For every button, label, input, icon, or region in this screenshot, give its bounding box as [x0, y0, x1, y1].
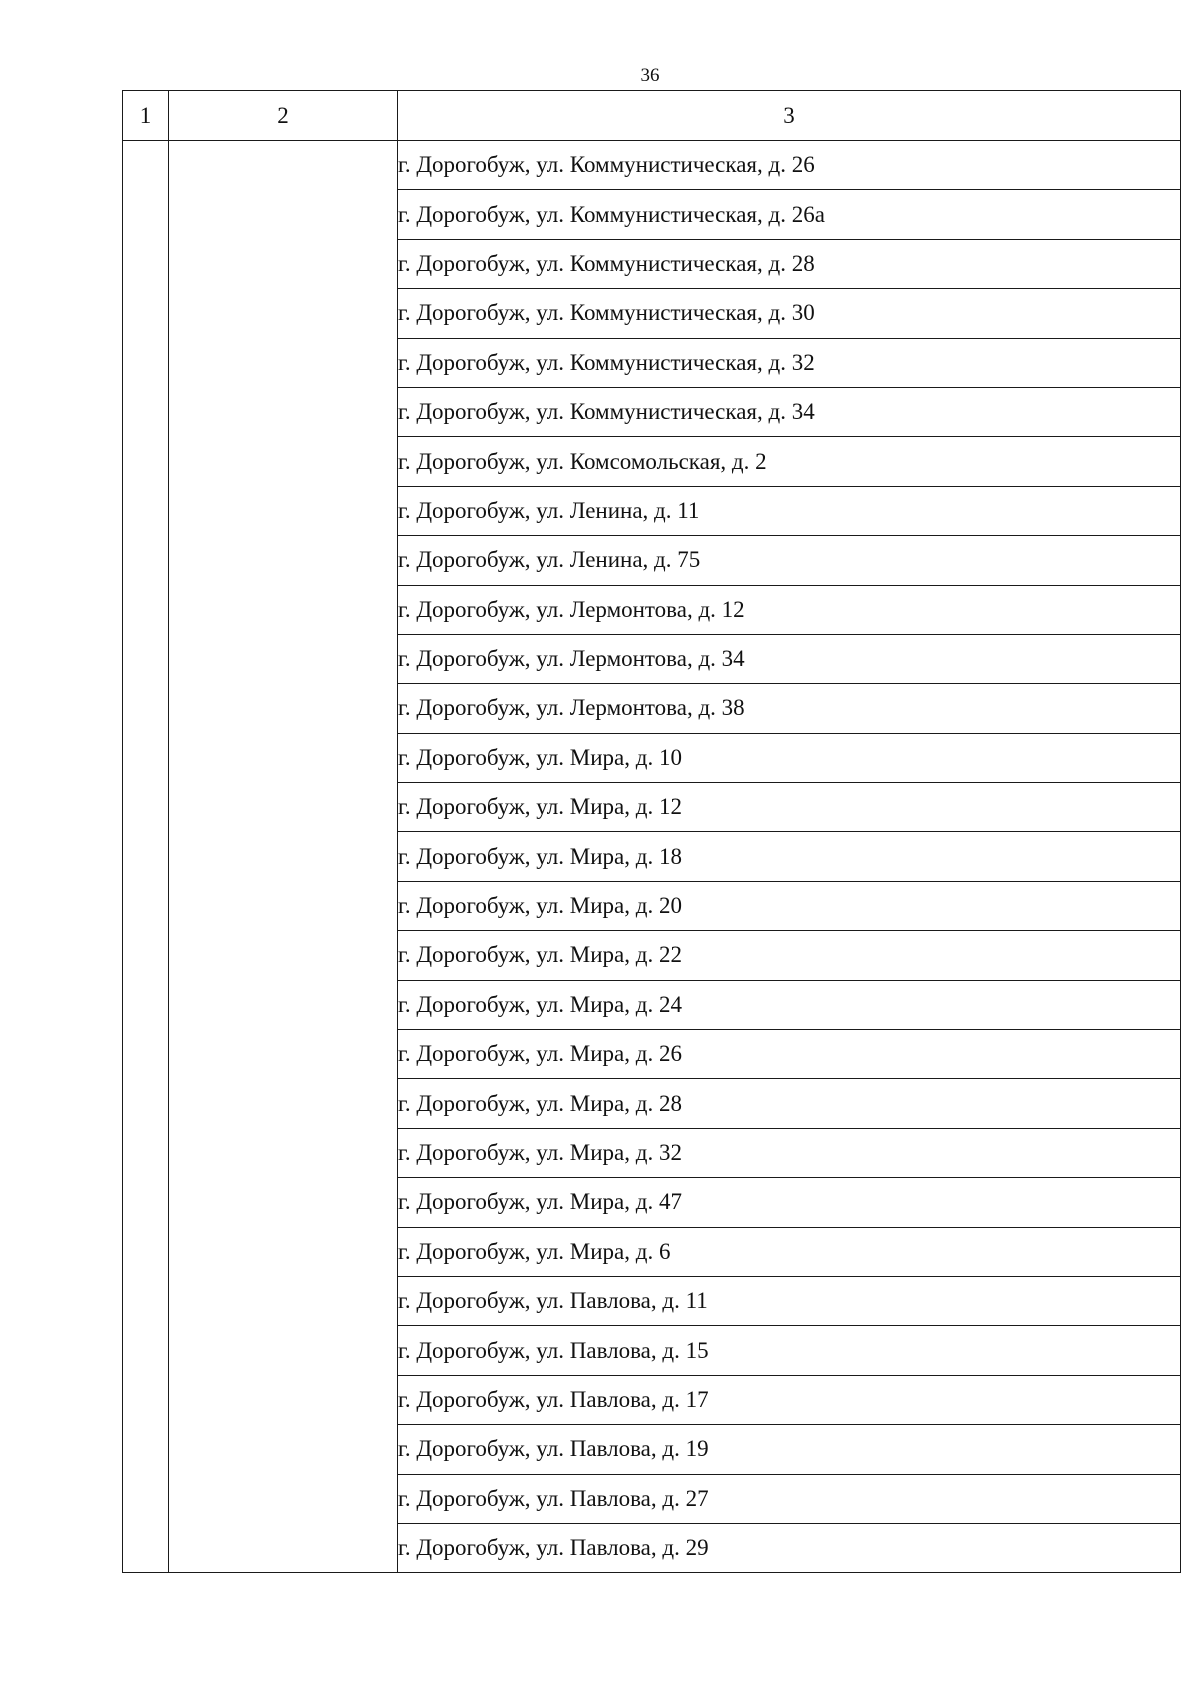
address-cell: г. Дорогобуж, ул. Ленина, д. 11 — [398, 486, 1181, 535]
address-cell: г. Дорогобуж, ул. Мира, д. 20 — [398, 881, 1181, 930]
address-cell: г. Дорогобуж, ул. Мира, д. 6 — [398, 1227, 1181, 1276]
address-cell: г. Дорогобуж, ул. Коммунистическая, д. 26а — [398, 190, 1181, 239]
address-cell: г. Дорогобуж, ул. Павлова, д. 15 — [398, 1326, 1181, 1375]
address-cell: г. Дорогобуж, ул. Мира, д. 28 — [398, 1079, 1181, 1128]
table-row — [123, 141, 1181, 190]
table-body — [123, 141, 1181, 1573]
address-cell: г. Дорогобуж, ул. Мира, д. 10 — [398, 733, 1181, 782]
address-cell: г. Дорогобуж, ул. Лермонтова, д. 34 — [398, 634, 1181, 683]
address-cell: г. Дорогобуж, ул. Лермонтова, д. 38 — [398, 684, 1181, 733]
address-cell: г. Дорогобуж, ул. Павлова, д. 29 — [398, 1523, 1181, 1572]
address-cell: г. Дорогобуж, ул. Мира, д. 26 — [398, 1030, 1181, 1079]
column-header-1: 1 — [123, 91, 169, 141]
address-cell: г. Дорогобуж, ул. Мира, д. 32 — [398, 1128, 1181, 1177]
address-cell: г. Дорогобуж, ул. Павлова, д. 11 — [398, 1276, 1181, 1325]
column-header-2: 2 — [169, 91, 398, 141]
column-2-cell — [169, 141, 398, 1573]
page-number: 36 — [640, 65, 660, 86]
address-cell: г. Дорогобуж, ул. Мира, д. 47 — [398, 1178, 1181, 1227]
address-cell: г. Дорогобуж, ул. Лермонтова, д. 12 — [398, 585, 1181, 634]
address-cell: г. Дорогобуж, ул. Коммунистическая, д. 34 — [398, 387, 1181, 436]
address-cell: г. Дорогобуж, ул. Коммунистическая, д. 30 — [398, 289, 1181, 338]
address-cell: г. Дорогобуж, ул. Мира, д. 18 — [398, 832, 1181, 881]
address-cell: г. Дорогобуж, ул. Комсомольская, д. 2 — [398, 437, 1181, 486]
address-cell: г. Дорогобуж, ул. Ленина, д. 75 — [398, 536, 1181, 585]
address-cell: г. Дорогобуж, ул. Мира, д. 22 — [398, 931, 1181, 980]
address-cell: г. Дорогобуж, ул. Коммунистическая, д. 28 — [398, 239, 1181, 288]
address-cell: г. Дорогобуж, ул. Павлова, д. 19 — [398, 1425, 1181, 1474]
address-cell: г. Дорогобуж, ул. Коммунистическая, д. 26 — [398, 141, 1181, 190]
column-1-cell — [123, 141, 169, 1573]
column-header-3: 3 — [398, 91, 1181, 141]
address-cell: г. Дорогобуж, ул. Коммунистическая, д. 32 — [398, 338, 1181, 387]
table-header-row — [123, 91, 1181, 141]
address-table — [122, 90, 1181, 1573]
address-cell: г. Дорогобуж, ул. Павлова, д. 27 — [398, 1474, 1181, 1523]
address-cell: г. Дорогобуж, ул. Мира, д. 12 — [398, 783, 1181, 832]
address-cell: г. Дорогобуж, ул. Павлова, д. 17 — [398, 1375, 1181, 1424]
address-cell: г. Дорогобуж, ул. Мира, д. 24 — [398, 980, 1181, 1029]
